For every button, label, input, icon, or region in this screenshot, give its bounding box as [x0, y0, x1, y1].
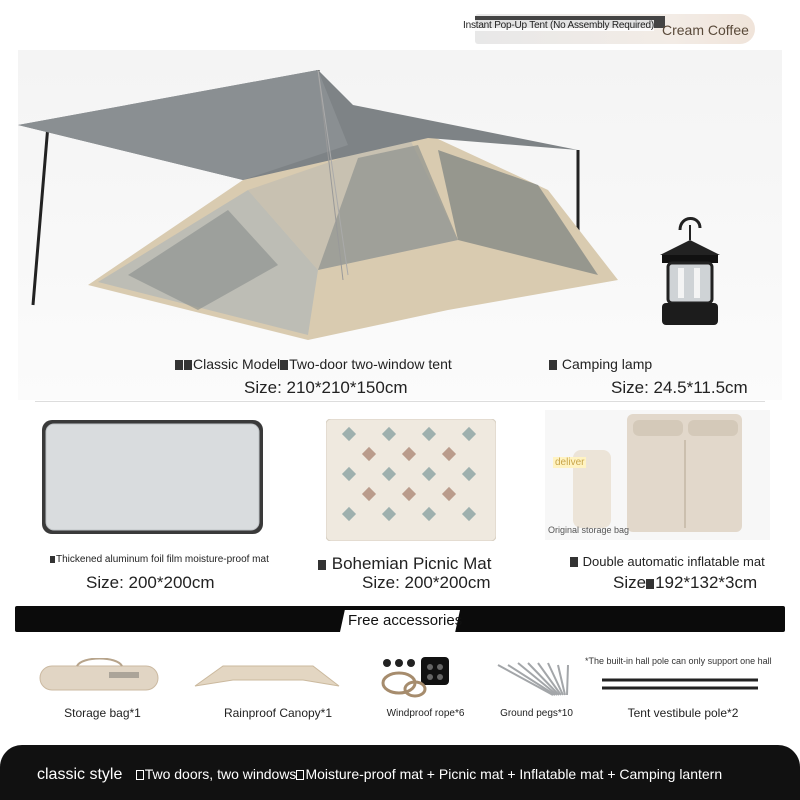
icon-square [136, 770, 144, 780]
accessory-caption: Ground pegs*10 [500, 708, 573, 719]
foil-mat-image [40, 418, 265, 536]
foil-mat-caption [50, 554, 269, 565]
style-bar-text [37, 766, 722, 784]
icon-square [175, 360, 183, 370]
windproof-rope-image [375, 655, 455, 700]
inflatable-caption [570, 554, 765, 569]
style-label: classic style [37, 766, 123, 783]
storage-bag-note: Original storage bag [548, 525, 630, 535]
inflatable-size-label: Size [613, 573, 647, 592]
picnic-mat-image [326, 419, 496, 541]
icon-square [296, 770, 304, 780]
lamp-caption [549, 356, 652, 372]
tent-type-label: Instant Pop-Up Tent (No Assembly Required) [463, 20, 654, 31]
style-desc-1: Two doors, two windows [144, 766, 297, 782]
icon-square [549, 360, 557, 370]
picnic-mat-caption-text: Bohemian Picnic Mat [331, 554, 492, 573]
inflatable-caption-text: Double automatic inflatable mat [582, 554, 765, 569]
lantern-image [650, 210, 730, 330]
accessory-caption: Tent vestibule pole*2 [627, 706, 739, 720]
canopy-image [193, 662, 341, 692]
tent-caption-text-2: Two-door two-window tent [289, 356, 452, 372]
tent-image [18, 50, 638, 350]
accessories-banner-text: Free accessories [348, 612, 463, 629]
icon-square [184, 360, 192, 370]
ground-pegs-image [493, 660, 573, 700]
icon-square [646, 579, 654, 589]
vestibule-pole-image [600, 676, 760, 692]
icon-square [318, 560, 326, 570]
tent-caption [175, 356, 452, 372]
foil-mat-size: Size: 200*200cm [86, 573, 215, 592]
icon-square [280, 360, 288, 370]
foil-mat-caption-text: Thickened aluminum foil film moisture-proof mat [56, 554, 269, 565]
storage-bag-image [37, 658, 162, 693]
tent-caption-text: Classic Model [193, 356, 281, 372]
inflatable-size-value: 192*132*3cm [655, 573, 758, 592]
inflatable-size [613, 573, 757, 593]
lamp-caption-text: Camping lamp [561, 356, 653, 372]
tent-size: Size: 210*210*150cm [244, 378, 408, 397]
icon-square [50, 556, 55, 563]
picnic-mat-caption [318, 554, 491, 574]
color-name-label: Cream Coffee [662, 22, 749, 38]
style-desc-2: Moisture-proof mat + Picnic mat + Inflatable mat + Camping lantern [305, 766, 723, 782]
accessories-note: *The built-in hall pole can only support one hall [585, 656, 772, 666]
lamp-size: Size: 24.5*11.5cm [611, 378, 748, 397]
accessory-caption: Rainproof Canopy*1 [223, 706, 333, 720]
deliver-label: deliver [555, 457, 585, 468]
section-divider [35, 401, 765, 402]
accessory-caption: Windproof rope*6 [386, 708, 465, 719]
accessory-caption: Storage bag*1 [64, 706, 141, 720]
inflatable-mat-panel [545, 410, 770, 540]
picnic-mat-size: Size: 200*200cm [362, 573, 491, 592]
icon-square [570, 557, 578, 567]
